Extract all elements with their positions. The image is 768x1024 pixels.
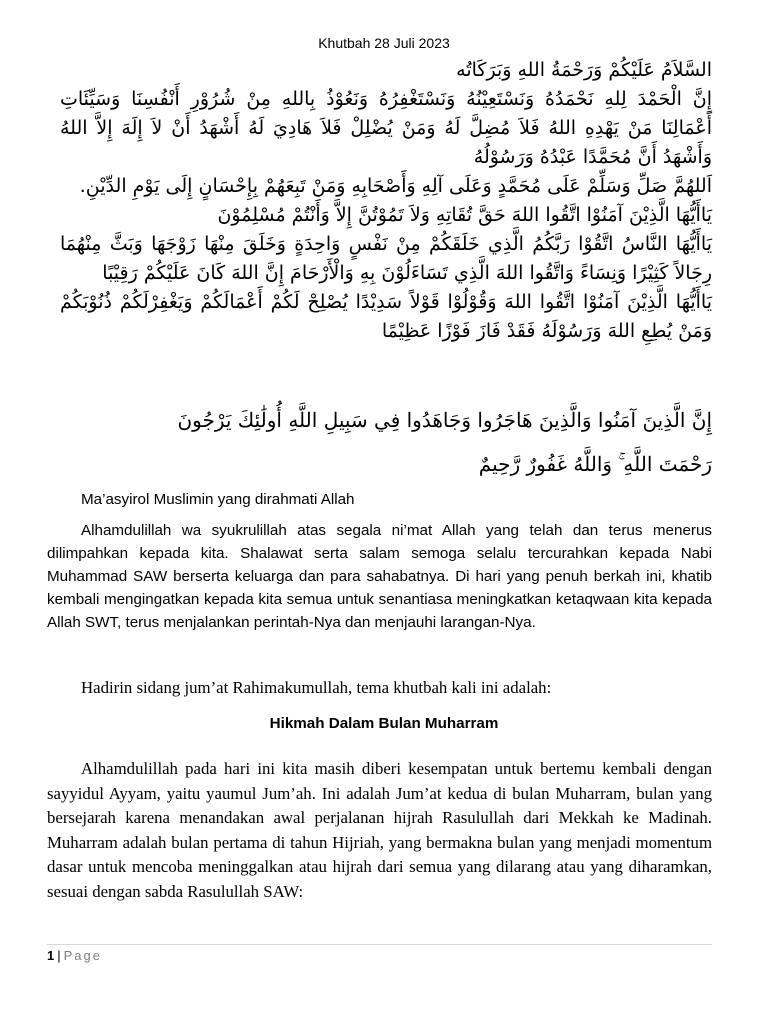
sermon-heading: Hikmah Dalam Bulan Muharram xyxy=(269,715,499,732)
arabic-ayat-1: يَاأَيُّهَا الَّذِيْنَ آمَنُوْا اتَّقُوا اللهَ حَقَّ تُقَاتِهِ وَلاَ تَمُوْتُنَّ إِلاَّ وَأَنْتُمْ مُسْلِمُوْنَ xyxy=(217,204,712,226)
page-footer xyxy=(47,948,102,963)
arabic-salam: السَّلاَمُ عَلَيْكُمْ وَرَحْمَةُ اللهِ وَبَرَكَاتُه xyxy=(456,59,712,81)
arabic-hamdalah: إِنَّ الْحَمْدَ لِلهِ نَحْمَدُهُ وَنَسْتَعِيْنُهُ وَنَسْتَغْفِرُهُ وَنَعُوْذُ بِاللهِ مِنْ شُرُوْرِ أَنْفُسِنَا وَسَيِّئَاتِ أَعْمَالِنَا مَنْ يَهْدِهِ اللهُ فَلاَ مُضِلَّ لَهُ وَمَنْ يُضْلِلْ فَلاَ هَادِيَ لَهُ أَشْهَدُ أَنْ لاَ إِلَهَ إِلاَّ اللهُ وَأَشْهَدُ أَنَّ مُحَمَّدًا عَبْدُهُ وَرَسُوْلُهُ xyxy=(60,88,712,168)
paragraph-opening: Alhamdulillah wa syukrulillah atas segala ni’mat Allah yang telah dan terus menerus dilimpahkan kepada kita. Shalawat serta salam semoga selalu tercurahkan kepada Nabi Muhammad SAW berserta keluarga dan para sahabatnya. Di hari yang penuh berkah ini, khatib kembali mengingatkan kepada kita semua untuk senantiasa meningkatkan ketaqwaan kita kepada Allah SWT, terus menjalankan perintah-Nya dan menjauhi larangan-Nya. xyxy=(47,522,712,631)
page-label: Page xyxy=(63,948,102,963)
paragraph-theme-intro: Hadirin sidang jum’at Rahimakumullah, tema khutbah kali ini adalah: xyxy=(81,678,552,697)
arabic-ayat-3: يَاأَيُّهَا الَّذِيْنَ آمَنُوْا اتَّقُوا اللهَ وَقُوْلُوْا قَوْلاً سَدِيْدًا يُصْلِحْ لَكُمْ أَعْمَالَكُمْ وَيَغْفِرْلَكُمْ ذُنُوْبَكُمْ وَمَنْ يُطِعِ اللهَ وَرَسُوْلَهُ فَقَدْ فَازَ فَوْزًا عَظِيْمًا xyxy=(60,291,712,342)
arabic-verse xyxy=(60,398,712,486)
footer-separator: | xyxy=(57,948,61,963)
arabic-verse-line-1: إِنَّ الَّذِينَ آمَنُوا وَالَّذِينَ هَاجَرُوا وَجَاهَدُوا فِي سَبِيلِ اللَّهِ أُولَٰئِكَ يَرْجُونَ xyxy=(177,408,712,432)
greeting: Ma’asyirol Muslimin yang dirahmati Allah xyxy=(81,491,355,508)
page-number: 1 xyxy=(47,948,55,963)
arabic-shalawat: اَللهُمَّ صَلِّ وَسَلِّمْ عَلَى مُحَمَّدٍ وَعَلَى آلِهِ وَأَصْحَابِهِ وَمَنْ تَبِعَهُمْ بِإِحْسَانٍ إِلَى يَوْمِ الدِّيْنِ. xyxy=(79,175,712,197)
footer-divider xyxy=(47,944,712,945)
document-title: Khutbah 28 Juli 2023 xyxy=(318,35,450,51)
arabic-ayat-2: يَاأَيُّهَا النَّاسُ اتَّقُوْا رَبَّكُمُ الَّذِي خَلَقَكُمْ مِنْ نَفْسٍ وَاحِدَةٍ وَخَلَقَ مِنْهَا زَوْجَهَا وَبَثَّ مِنْهُمَا رِجَالاً كَثِيْرًا وَنِسَاءً وَاتَّقُوا اللهَ الَّذِي تَسَاءَلُوْنَ بِهِ وَالْأَرْحَامَ إِنَّ اللهَ كَانَ عَلَيْكُمْ رَقِيْبًا xyxy=(60,233,712,284)
paragraph-muharram: Alhamdulillah pada hari ini kita masih diberi kesempatan untuk bertemu kembali dengan sayyidul Ayyam, yaitu yaumul Jum’ah. Ini adalah Jum’at kedua di bulan Muharram, bulan yang bersejarah karena menandakan awal perjalanan hijrah Rasulullah dari Mekkah ke Madinah. Muharram adalah bulan pertama di tahun Hijriah, yang bermakna bulan yang menjadi momentum dasar untuk mencoba meninggalkan atau hijrah dari semua yang dilarang atau yang diharamkan, sesuai dengan sabda Rasulullah SAW: xyxy=(47,759,712,901)
arabic-opening xyxy=(60,56,712,346)
arabic-verse-line-2: رَحْمَتَ اللَّهِ ۚ وَاللَّهُ غَفُورٌ رَّحِيمٌ xyxy=(478,452,712,476)
